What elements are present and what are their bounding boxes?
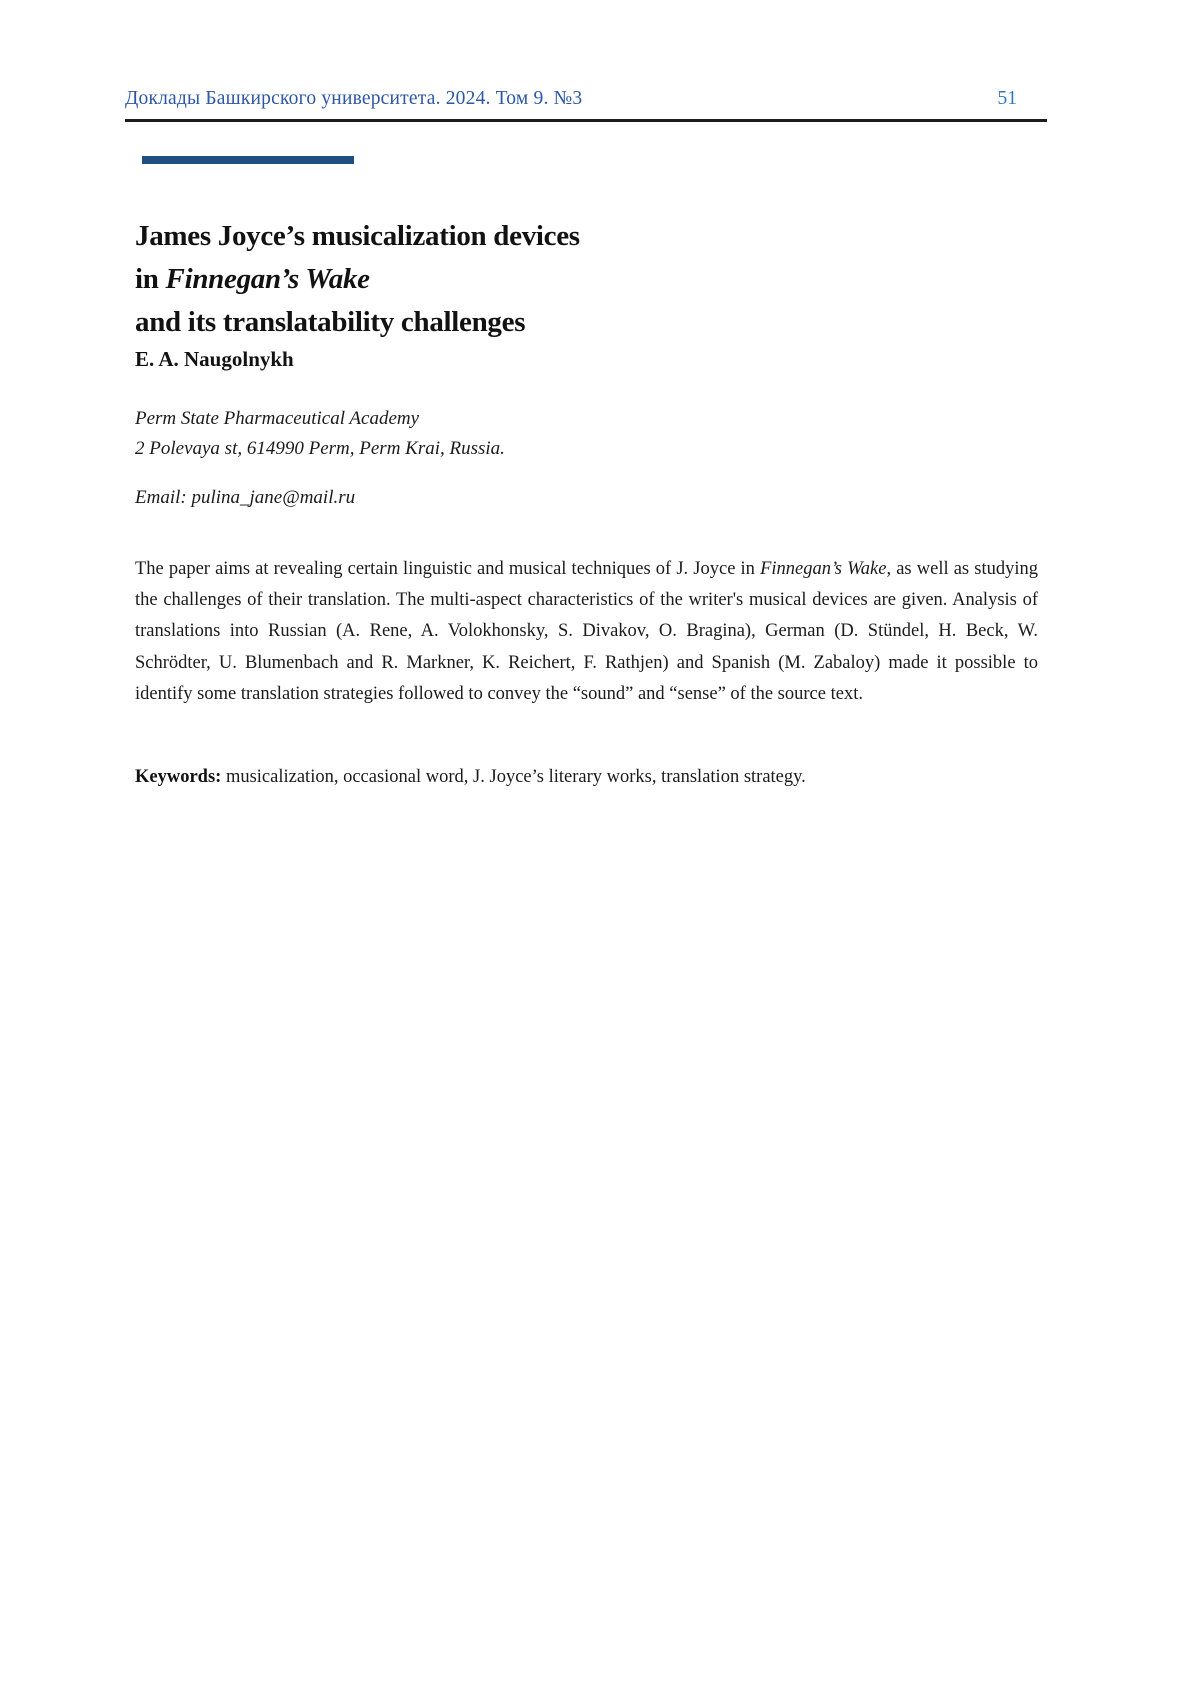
abstract-paragraph: The paper aims at revealing certain linguistic and musical techniques of J. Joyce in Finnegan’s Wake, as well as studying the challenges of their translation. The multi-aspect characteristics of the writer's musical devices are given. Analysis of translations into Russian (A. Rene, A. Volokhonsky, S. Divakov, O. Bragina), German (D. Stündel, H. Beck, W. Schrödter, U. Blumenbach and R. Markner, K. Reichert, F. Rathjen) and Spanish (M. Zabaloy) made it possible to identify some translation strategies followed to convey the “sound” and “sense” of the source text. (135, 558, 1038, 705)
header-rule (125, 119, 1047, 122)
running-head (125, 88, 1047, 110)
journal-title: Доклады Башкирского университета. 2024. Том 9. №3 (125, 88, 583, 109)
affiliation-line-2: 2 Polevaya st, 614990 Perm, Perm Krai, Russia. (135, 438, 505, 459)
article-title (135, 215, 1075, 344)
email-line: Email: pulina_jane@mail.ru (135, 487, 356, 508)
article-title-line-3: and its translatability challenges (135, 306, 526, 339)
author-name: E. A. Naugolnykh (135, 347, 294, 371)
affiliation-line-1: Perm State Pharmaceutical Academy (135, 408, 420, 429)
keywords-label: Keywords: (135, 766, 222, 787)
keywords-text: musicalization, occasional word, J. Joyce’s literary works, translation strategy. (221, 766, 806, 787)
article-title-line-2: in Finnegan’s Wake (135, 263, 370, 296)
affiliation-block (135, 404, 505, 464)
accent-bar (142, 156, 354, 164)
article-title-line-1: James Joyce’s musicalization devices (135, 220, 580, 253)
keywords-line (135, 762, 1038, 793)
page-number: 51 (997, 88, 1017, 109)
